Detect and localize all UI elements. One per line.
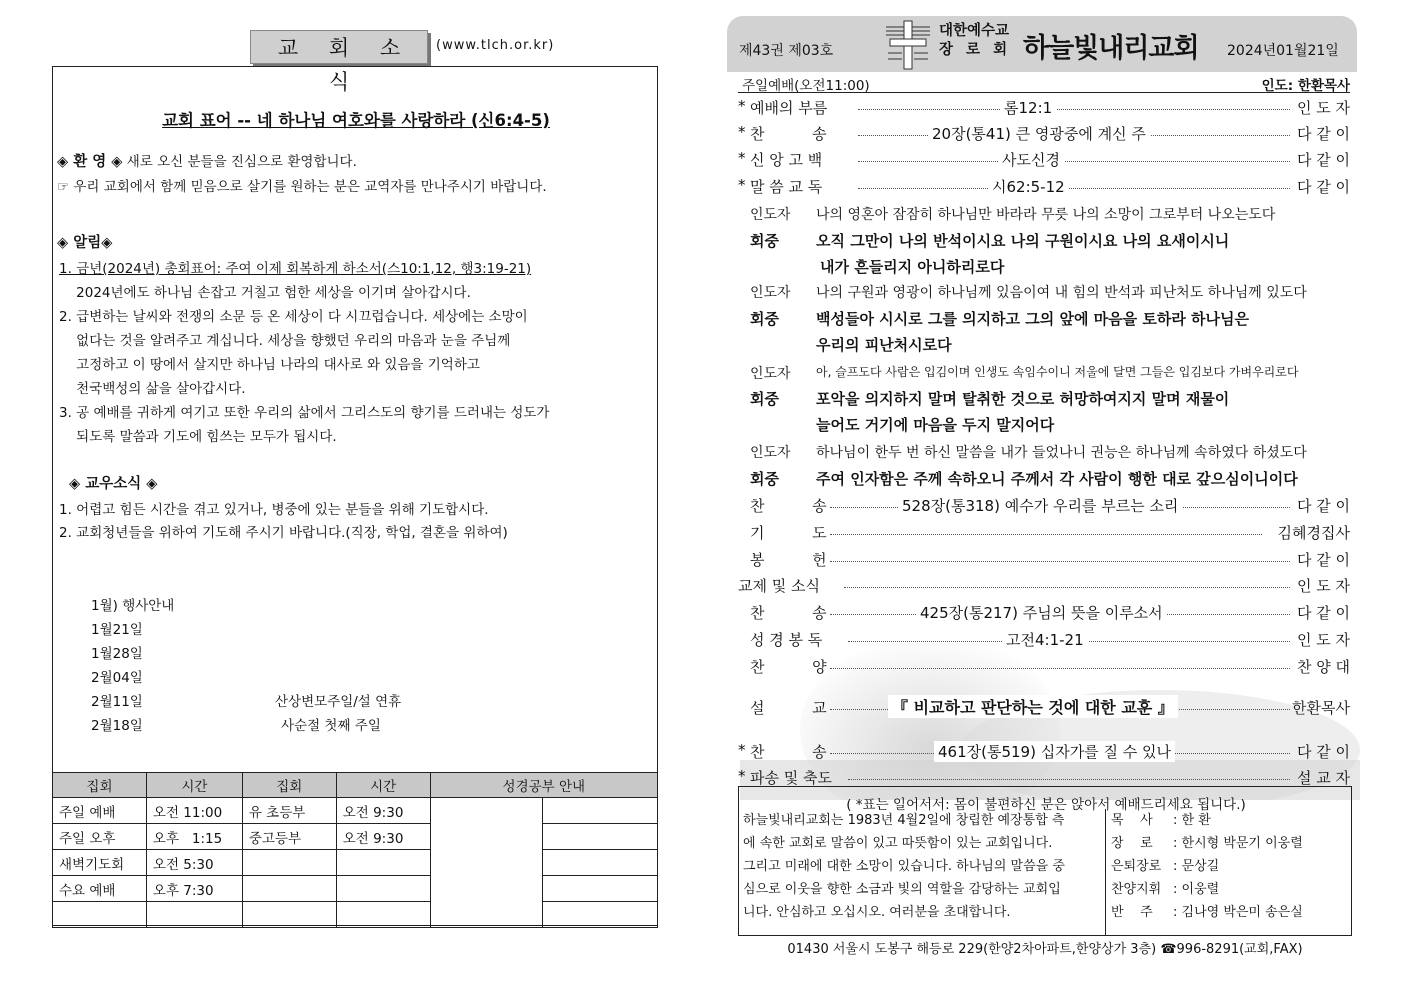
welcome-text: 새로 오신 분들을 진심으로 환영합니다. <box>122 154 357 170</box>
reading-role: 회중 <box>750 470 779 488</box>
notice-line: 3. 공 예배를 귀하게 여기고 또한 우리의 삶에서 그리스도의 향기를 드러내는 성도가 <box>59 405 550 421</box>
reading-text: 주여 인자함은 주께 속하오니 주께서 각 사람이 행한 대로 갚으심이니이다 <box>816 470 1298 488</box>
notice-line: 고정하고 이 땅에서 살지만 하나님 나라의 대사로 와 있음을 기억하고 <box>59 357 480 373</box>
volume-number: 제43권 제03호 <box>739 43 834 59</box>
event-date: 1월28일 <box>91 646 143 662</box>
table-cell: 유 초등부 <box>242 798 336 824</box>
table-cell: 중고등부 <box>242 824 336 850</box>
preacher: 한환목사 <box>1292 699 1350 717</box>
order-item: 찬 송 <box>750 743 827 761</box>
staff-role: 장 로 <box>1111 836 1153 851</box>
table-header-row <box>53 773 658 798</box>
reading-text: 백성들아 시시로 그를 의지하고 그의 앞에 마음을 토하라 하나님은 <box>816 310 1250 328</box>
table-row <box>53 902 658 928</box>
order-leader: 다 같 이 <box>1296 125 1350 143</box>
order-row <box>738 493 1350 517</box>
standing-mark: * <box>738 767 746 785</box>
table-cell <box>543 850 658 876</box>
order-detail: 20장(통41) 큰 영광중에 계신 주 <box>928 123 1150 144</box>
order-row <box>738 121 1350 145</box>
order-detail: 롬12:1 <box>1000 97 1056 118</box>
order-item: 찬 양 <box>750 658 827 676</box>
event-date: 2월11일 <box>91 694 143 710</box>
notice-text: 1. 금년(2024년) 총회표어: 주여 이제 회복하게 하소서(스10:1,12, 행3:19-21) <box>59 261 532 277</box>
reading-text: 우리의 피난처시로다 <box>816 336 952 354</box>
table-cell <box>242 902 336 928</box>
staff-row <box>1111 878 1347 901</box>
order-leader: 다 같 이 <box>1296 551 1350 569</box>
order-row <box>738 174 1350 198</box>
intro-line: 하늘빛내리교회는 1983년 4월2일에 창립한 예장통합 측 <box>743 813 1065 828</box>
leader-dots <box>858 188 1290 189</box>
reading-role: 인도자 <box>750 207 791 223</box>
notice-heading: ◈ 알림◈ <box>57 235 113 251</box>
order-leader: 인 도 자 <box>1296 99 1350 117</box>
staff-names: : 김나영 박은미 송은실 <box>1173 905 1303 920</box>
table-cell: 새벽기도회 <box>53 850 147 876</box>
reading-role: 회중 <box>750 232 779 250</box>
welcome-line <box>57 150 357 171</box>
standing-mark: * <box>738 123 746 141</box>
bulletin-banner <box>727 16 1357 72</box>
table-row <box>53 798 658 824</box>
sermon-title: 『 비교하고 판단하는 것에 대한 교훈 』 <box>888 695 1178 718</box>
order-row <box>738 739 1350 763</box>
church-name: 하늘빛내리교회 <box>1023 33 1199 64</box>
table-cell <box>543 798 658 824</box>
standing-mark: * <box>738 176 746 194</box>
reading-text: 나의 영혼아 잠잠히 하나님만 바라라 무릇 나의 소망이 그로부터 나오는도다 <box>816 207 1276 223</box>
order-leader: 다 같 이 <box>1296 604 1350 622</box>
order-leader: 설 교 자 <box>1296 769 1350 787</box>
order-detail: 461장(통519) 십자가를 질 수 있나 <box>934 741 1175 762</box>
denomination-line: 대한예수교 <box>939 23 1010 39</box>
event-date: 2월18일 <box>91 718 143 734</box>
cross-logo-icon <box>882 19 934 71</box>
staff-names: : 한시형 박문기 이웅렬 <box>1173 836 1303 851</box>
service-label: 주일예배(오전11:00) <box>742 78 870 94</box>
event-date: 1월21일 <box>91 622 143 638</box>
staff-row <box>1111 855 1347 878</box>
order-item: 파송 및 축도 <box>750 769 832 787</box>
table-cell <box>242 876 336 902</box>
sermon-row <box>738 695 1350 721</box>
staff-row <box>1111 901 1347 924</box>
order-detail: 사도신경 <box>998 149 1064 170</box>
intro-line: 니다. 안심하고 오십시오. 여러분을 초대합니다. <box>743 905 1011 920</box>
news-header <box>250 30 590 94</box>
table-cell: 오전 11:00 <box>146 798 242 824</box>
order-detail: 시62:5-12 <box>988 176 1069 197</box>
order-row <box>738 627 1350 651</box>
notice-line <box>59 257 531 277</box>
reading-text: 나의 구원과 영광이 하나님께 있음이여 내 힘의 반석과 피난처도 하나님께 있도다 <box>816 285 1307 301</box>
table-cell <box>146 902 242 928</box>
member-news-heading: ◈ 교우소식 ◈ <box>69 476 158 492</box>
order-leader: 다 같 이 <box>1296 151 1350 169</box>
event-date: 2월04일 <box>91 670 143 686</box>
reading-role: 인도자 <box>750 445 791 461</box>
table-cell <box>336 850 430 876</box>
order-item: 찬 송 <box>750 125 827 143</box>
order-detail: 425장(통217) 주님의 뜻을 이루소서 <box>916 602 1167 623</box>
welcome-heading: ◈ 환 영 ◈ <box>57 154 123 170</box>
table-header: 성경공부 안내 <box>430 773 657 798</box>
order-item: 기 도 <box>750 524 827 542</box>
order-item: 봉 헌 <box>750 551 827 569</box>
reading-text: 내가 흔들리지 아니하리로다 <box>820 258 1005 276</box>
reading-role: 인도자 <box>750 285 791 301</box>
table-cell: 오후 1:15 <box>146 824 242 850</box>
order-leader: 김혜경집사 <box>1277 524 1350 542</box>
notice-line: 2024년에도 하나님 손잡고 거칠고 험한 세상을 이기며 살아갑시다. <box>59 285 471 301</box>
staff-names: : 문상길 <box>1173 859 1220 874</box>
leader-dots <box>830 668 1290 669</box>
leader-dots <box>848 779 1290 780</box>
church-address: 01430 서울시 도봉구 해등로 229(한양2차아파트,한양상가 3층) ☎996-8291(교회,FAX) <box>787 942 1303 957</box>
denomination <box>939 22 1011 60</box>
order-item: 예배의 부름 <box>750 99 828 117</box>
church-motto: 교회 표어 -- 네 하나님 여호와를 사랑하라 (신6:4-5) <box>162 111 550 130</box>
leader-dots <box>858 109 1290 110</box>
order-item: 설 교 <box>750 699 827 717</box>
reading-role: 인도자 <box>750 366 791 382</box>
table-cell <box>242 850 336 876</box>
notice-line: 2. 급변하는 날씨와 전쟁의 소문 등 온 세상이 다 시끄럽습니다. 세상에는 소망이 <box>59 309 528 325</box>
service-leader: 인도: 한환목사 <box>1261 78 1350 94</box>
website-url[interactable]: (www.tlch.or.kr) <box>436 38 555 53</box>
member-news-line: 2. 교회청년들을 위하여 기도해 주시기 바랍니다.(직장, 학업, 결혼을 위하여) <box>59 525 508 541</box>
order-row <box>738 147 1350 171</box>
reading-role: 회중 <box>750 390 779 408</box>
table-cell: 주일 예배 <box>53 798 147 824</box>
table-cell <box>543 876 658 902</box>
reading-role: 회중 <box>750 310 779 328</box>
order-row <box>738 573 1350 597</box>
events-heading: 1월) 행사안내 <box>91 598 175 614</box>
table-header: 집회 <box>53 773 147 798</box>
order-detail: 528장(통318) 예수가 우리를 부르는 소리 <box>898 495 1182 516</box>
reading-text: 늘어도 거기에 마음을 두지 말지어다 <box>816 416 1055 434</box>
notice-line: 천국백성의 삶을 살아갑시다. <box>59 381 246 397</box>
order-leader: 다 같 이 <box>1296 178 1350 196</box>
intro-line: 심으로 이웃을 향한 소금과 빛의 역할을 감당하는 교회입 <box>743 882 1061 897</box>
order-leader: 인 도 자 <box>1296 577 1350 595</box>
table-cell <box>430 798 543 928</box>
bulletin-date: 2024년01월21일 <box>1227 43 1339 59</box>
church-info-box <box>738 786 1352 936</box>
intro-line: 에 속한 교회로 말씀이 있고 따뜻함이 있는 교회입니다. <box>743 836 1053 851</box>
denomination-line: 장 로 회 <box>939 42 1012 58</box>
divider <box>1105 809 1106 935</box>
table-cell <box>543 824 658 850</box>
reading-text: 오직 그만이 나의 반석이시요 나의 구원이시요 나의 요새이시니 <box>816 232 1230 250</box>
reading-text: 하나님이 한두 번 하신 말씀을 내가 들었나니 권능은 하나님께 속하였다 하셨도다 <box>816 445 1307 461</box>
order-row <box>738 95 1350 119</box>
news-title: 교 회 소 식 <box>250 30 428 64</box>
staff-list <box>1111 809 1347 924</box>
order-item: 찬 송 <box>750 497 827 515</box>
staff-role: 반 주 <box>1111 905 1153 920</box>
leader-dots <box>830 561 1290 562</box>
table-row <box>53 824 658 850</box>
intro-line: 그리고 미래에 대한 소망이 있습니다. 하나님의 말씀을 중 <box>743 859 1065 874</box>
table-cell <box>336 876 430 902</box>
standing-mark: * <box>738 149 746 167</box>
order-leader: 찬 양 대 <box>1296 658 1350 676</box>
staff-row <box>1111 832 1347 855</box>
order-leader: 다 같 이 <box>1296 743 1350 761</box>
leader-dots <box>844 587 1290 588</box>
welcome-note: ☞ 우리 교회에서 함께 믿음으로 살기를 원하는 분은 교역자를 만나주시기 바랍니다. <box>57 179 547 195</box>
table-cell: 주일 오후 <box>53 824 147 850</box>
notice-line: 없다는 것을 알려주고 계십니다. 세상을 향했던 우리의 마음과 눈을 주님께 <box>59 333 511 349</box>
reading-text: 아, 슬프도다 사람은 입김이며 인생도 속임수이니 저울에 달면 그들은 입김보다 가벼우리로다 <box>816 365 1299 379</box>
staff-row <box>1111 809 1347 832</box>
order-item: 성 경 봉 독 <box>750 631 823 649</box>
table-cell <box>336 902 430 928</box>
table-cell: 오전 9:30 <box>336 824 430 850</box>
standing-mark: * <box>738 97 746 115</box>
leader-dots <box>830 534 1262 535</box>
order-item: 교제 및 소식 <box>738 577 820 595</box>
staff-role: 찬양지휘 <box>1111 882 1162 897</box>
staff-names: : 이웅렬 <box>1173 882 1220 897</box>
church-intro <box>743 809 1103 924</box>
event-desc: 산상변모주일/설 연휴 <box>275 694 402 710</box>
order-item: 찬 송 <box>750 604 827 622</box>
standing-note: ( *표는 일어서서: 몸이 불편하신 분은 앉아서 예배드리세요 됩니다.) <box>846 797 1246 813</box>
divider <box>738 92 1350 93</box>
order-item: 말 씀 교 독 <box>750 178 823 196</box>
table-header: 시간 <box>336 773 430 798</box>
schedule-table <box>52 772 658 928</box>
order-leader: 다 같 이 <box>1296 497 1350 515</box>
order-row <box>738 600 1350 624</box>
order-item: 신 앙 고 백 <box>750 151 823 169</box>
staff-role: 목 사 <box>1111 813 1153 828</box>
order-row <box>738 547 1350 571</box>
reading-text: 포악을 의지하지 말며 탈취한 것으로 허망하여지지 말며 재물이 <box>816 390 1230 408</box>
table-row <box>53 850 658 876</box>
table-cell <box>53 902 147 928</box>
table-row <box>53 876 658 902</box>
member-news-line: 1. 어렵고 힘든 시간을 겪고 있거나, 병중에 있는 분들을 위해 기도합시다. <box>59 502 489 518</box>
leader-dots <box>858 161 1290 162</box>
event-desc: 사순절 첫째 주일 <box>281 718 381 734</box>
table-cell: 오후 7:30 <box>146 876 242 902</box>
order-row <box>738 654 1350 678</box>
table-cell <box>543 902 658 928</box>
order-leader: 인 도 자 <box>1296 631 1350 649</box>
table-cell: 수요 예배 <box>53 876 147 902</box>
order-detail: 고전4:1-21 <box>1002 629 1088 650</box>
staff-role: 은퇴장로 <box>1111 859 1162 874</box>
standing-mark: * <box>738 741 746 759</box>
table-cell: 오전 9:30 <box>336 798 430 824</box>
order-row <box>738 520 1350 544</box>
notice-line: 되도록 말씀과 기도에 힘쓰는 모두가 됩시다. <box>59 429 337 445</box>
table-cell: 오전 5:30 <box>146 850 242 876</box>
table-header: 시간 <box>146 773 242 798</box>
table-header: 집회 <box>242 773 336 798</box>
staff-names: : 한 환 <box>1173 813 1211 828</box>
